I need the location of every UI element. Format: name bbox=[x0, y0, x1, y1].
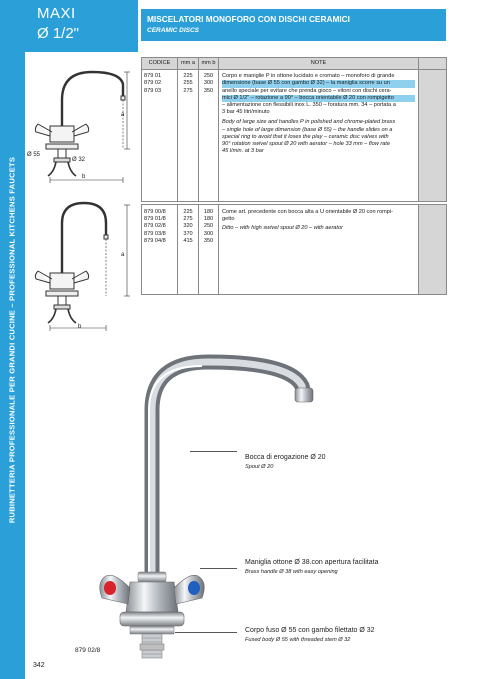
header-note: NOTE bbox=[219, 58, 419, 70]
code-column: 879 01 879 02 879 03 bbox=[142, 70, 178, 202]
page-number: 342 bbox=[33, 662, 45, 669]
diagram1-dim-b: b bbox=[82, 174, 86, 180]
product-title-bar bbox=[141, 9, 446, 41]
note-cell: Corpo e maniglie P in ottone lucidato e cromato – monoforo di grande dimensione (base Ø 55 con gambo Ø 32) – la maniglia scorre su un anello speciale per evitare che prenda gioco – vitoni con dischi cera- mici Ø 1/2" – rotazione a 90° – bocca orientabile Ø 20 con rompigetto – alimentazione con flessibili inox L. 350 – foratura mm. 34 – portata a 3 bar 45 litri/minuto Body of large size and handles P in polished and chrome-plated brass – single hole of large dimension (base Ø 55) – the handle slides on a special ring to avoid that it loses the play – ceramic disc valves with 90° rotation swivel spout Ø 20 with aerator – hole 33 mm – flow rate 45 l/min. at 3 bar bbox=[219, 70, 419, 202]
series-header bbox=[25, 0, 138, 52]
callout-line-body bbox=[175, 632, 237, 633]
header-mm-b: mm b bbox=[199, 58, 219, 70]
header-blank bbox=[419, 58, 447, 70]
diagram1-base-diameter: Ø 55 bbox=[27, 152, 41, 158]
page-title: MISCELATORI MONOFORO CON DISCHI CERAMICI bbox=[147, 14, 350, 24]
diagram2-dim-a: a bbox=[121, 252, 125, 258]
dim-b-column: 180 180 250 300 350 bbox=[199, 205, 219, 295]
gray-column bbox=[419, 70, 447, 202]
series-size: Ø 1/2" bbox=[37, 25, 80, 42]
diagram2-dim-b: b bbox=[78, 324, 82, 330]
series-name: MAXI bbox=[37, 5, 76, 22]
header-mm-a: mm a bbox=[178, 58, 199, 70]
faucet-diagram-2 bbox=[28, 195, 140, 340]
table-header-row bbox=[142, 58, 447, 70]
dim-b-column: 250 300 350 bbox=[199, 70, 219, 202]
dim-a-column: 225 275 320 370 415 bbox=[178, 205, 199, 295]
product-code: 879 02/8 bbox=[75, 647, 101, 654]
callout-spout: Bocca di erogazione Ø 20 Spout Ø 20 bbox=[245, 454, 326, 470]
sidebar-title: RUBINETTERIA PROFESSIONALE PER GRANDI CUCINE – PROFESSIONAL KITCHENS FAUCETS bbox=[7, 156, 17, 524]
diagram1-stem-diameter: Ø 32 bbox=[72, 157, 86, 163]
spec-table-2 bbox=[141, 204, 447, 295]
callout-line-spout bbox=[190, 451, 237, 452]
faucet-photo bbox=[90, 350, 320, 665]
page-subtitle: CERAMIC DISCS bbox=[147, 27, 200, 34]
header-code: CODICE bbox=[142, 58, 178, 70]
dim-a-column: 225 255 275 bbox=[178, 70, 199, 202]
callout-handle: Maniglia ottone Ø 38.con apertura facilitata Brass handle Ø 38 with easy opening bbox=[245, 559, 379, 575]
callout-line-handle bbox=[200, 568, 237, 569]
spec-table-1 bbox=[141, 57, 447, 202]
table-row bbox=[142, 205, 447, 295]
note-cell: Come art. precedente con bocca alta a U orientabile Ø 20 con rompi- getto Ditto – with high swivel spout Ø 20 – with aerator bbox=[219, 205, 419, 295]
gray-column bbox=[419, 205, 447, 295]
callout-body: Corpo fuso Ø 55 con gambo filettato Ø 32 Fused body Ø 55 with threaded stem Ø 32 bbox=[245, 627, 375, 643]
diagram1-dim-a: a bbox=[121, 112, 125, 118]
code-column: 879 00/8 879 01/8 879 02/8 879 03/8 879 04/8 bbox=[142, 205, 178, 295]
table-row bbox=[142, 70, 447, 202]
sidebar-band bbox=[0, 0, 25, 679]
faucet-diagram-1 bbox=[28, 58, 140, 188]
